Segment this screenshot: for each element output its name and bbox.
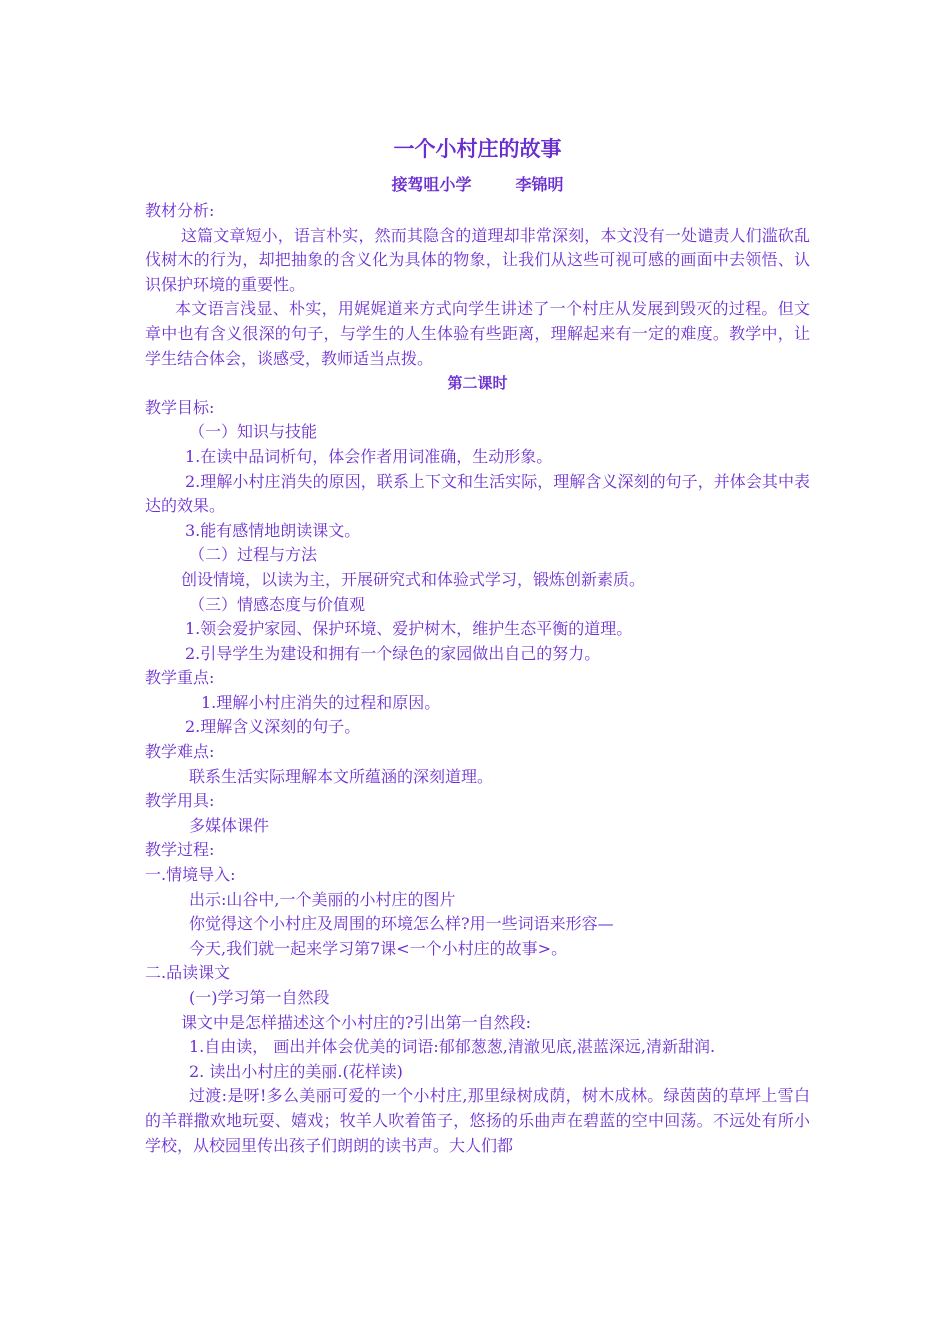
step-2-heading: 二.品读课文: [145, 963, 231, 983]
step-2-item: 1.自由读， 画出并体会优美的词语:郁郁葱葱,清澈见底,湛蓝深远,清新甜润.: [189, 1037, 716, 1057]
key-point-item: 2.理解含义深刻的句子。: [185, 717, 361, 737]
step-1-line: 出示:山谷中,一个美丽的小村庄的图片: [189, 889, 456, 909]
goal-2-text: 创设情境，以读为主，开展研究式和体验式学习，锻炼创新素质。: [181, 569, 646, 589]
analysis-paragraph-2: 本文语言浅显、朴实，用娓娓道来方式向学生讲述了一个村庄从发展到毁灭的过程。但文章中也有含义很深的句子，与学生的人生体验有些距离，理解起来有一定的难度。教学中，让学生结合体会，谈感受，教师适当点拨。: [145, 299, 810, 368]
tools-heading: 教学用具:: [145, 791, 215, 811]
goals-heading: 教学目标:: [145, 397, 215, 417]
page-title: 一个小村庄的故事: [393, 137, 562, 161]
tools-text: 多媒体课件: [189, 815, 270, 835]
school-name: 接驾咀小学: [391, 175, 472, 194]
goal-1-item: 3.能有感情地朗读课文。: [185, 520, 361, 540]
difficulty-heading: 教学难点:: [145, 742, 215, 762]
goal-2-title: （二）过程与方法: [189, 545, 318, 565]
key-point-item: 1.理解小村庄消失的过程和原因。: [201, 692, 441, 712]
step-2-question: 课文中是怎样描述这个小村庄的?引出第一自然段:: [181, 1012, 531, 1032]
goal-3-item: 1.领会爱护家园、保护环境、爱护树木，维护生态平衡的道理。: [185, 619, 633, 639]
analysis-heading: 教材分析:: [145, 201, 215, 220]
step-2-item: 2. 读出小村庄的美丽.(花样读): [189, 1061, 403, 1081]
goal-3-item: 2.引导学生为建设和拥有一个绿色的家园做出自己的努力。: [185, 643, 601, 663]
step-2-subheading: (一)学习第一自然段: [189, 988, 330, 1007]
lesson-title: 第二课时: [447, 374, 508, 393]
goal-1-title: （一）知识与技能: [189, 422, 318, 442]
goal-3-title: （三）情感态度与价值观: [189, 594, 366, 614]
step-1-line: 今天,我们就一起来学习第7课<一个小村庄的故事>。: [189, 938, 568, 958]
analysis-paragraph-1: 这篇文章短小，语言朴实，然而其隐含的道理却非常深刻，本文没有一处谴责人们滥砍乱伐树木的行为，却把抽象的含义化为具体的物象，让我们从这些可视可感的画面中去领悟、认识保护环境的重要性。: [145, 225, 810, 294]
key-points-heading: 教学重点:: [145, 668, 215, 688]
process-heading: 教学过程:: [145, 840, 215, 860]
difficulty-text: 联系生活实际理解本文所蕴涵的深刻道理。: [189, 766, 494, 786]
step-1-line: 你觉得这个小村庄及周围的环境怎么样?用一些词语来形容—: [189, 914, 614, 934]
goal-1-item: 1.在读中品词析句，体会作者用词准确，生动形象。: [185, 446, 553, 466]
byline: [145, 171, 810, 199]
step-1-heading: 一.情境导入:: [145, 865, 236, 885]
document-body: [145, 133, 810, 1158]
author-name: 李锦明: [515, 175, 564, 194]
goal-1-item: 2.理解小村庄消失的原因，联系上下文和生活实际，理解含义深刻的句子，并体会其中表达的效果。: [145, 471, 810, 516]
transition-paragraph: 过渡:是呀!多么美丽可爱的一个小村庄,那里绿树成荫，树木成林。绿茵茵的草坪上雪白的羊群撒欢地玩耍、嬉戏；牧羊人吹着笛子，悠扬的乐曲声在碧蓝的空中回荡。不远处有所小学校，从校园里传出孩子们朗朗的读书声。大人们都: [145, 1086, 810, 1155]
